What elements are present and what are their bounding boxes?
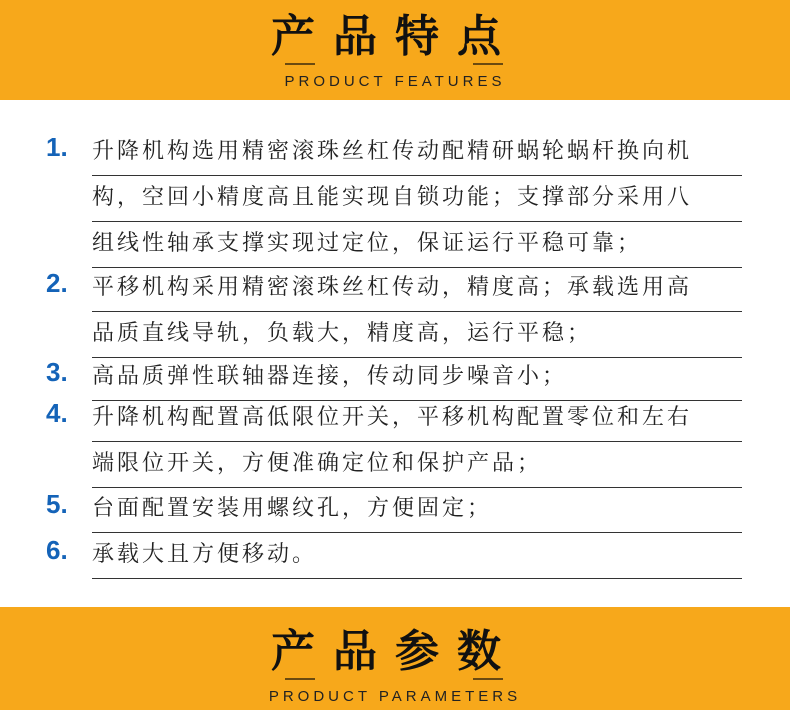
feature-line: 升降机构配置高低限位开关，平移机构配置零位和左右 bbox=[92, 396, 742, 442]
feature-number: 3. bbox=[46, 357, 68, 387]
parameters-title: 产品参数 bbox=[271, 626, 519, 677]
title-underline-right bbox=[473, 63, 503, 65]
feature-line: 平移机构采用精密滚珠丝杠传动，精度高；承载选用高 bbox=[92, 266, 742, 312]
feature-line: 台面配置安装用螺纹孔，方便固定； bbox=[92, 487, 742, 533]
feature-text bbox=[92, 487, 742, 533]
title-underline-left bbox=[285, 678, 315, 680]
feature-number: 6. bbox=[46, 535, 68, 565]
feature-line: 承载大且方便移动。 bbox=[92, 533, 742, 579]
feature-text bbox=[92, 396, 742, 488]
feature-number: 4. bbox=[46, 398, 68, 428]
feature-text bbox=[92, 355, 742, 401]
title-underline-right bbox=[473, 678, 503, 680]
feature-text bbox=[92, 533, 742, 579]
features-banner bbox=[0, 0, 790, 100]
feature-line: 端限位开关，方便准确定位和保护产品； bbox=[92, 442, 742, 488]
feature-text bbox=[92, 266, 742, 358]
feature-number: 5. bbox=[46, 489, 68, 519]
feature-number: 1. bbox=[46, 132, 68, 162]
feature-line: 组线性轴承支撑实现过定位，保证运行平稳可靠； bbox=[92, 222, 742, 268]
features-subtitle: PRODUCT FEATURES bbox=[284, 73, 506, 90]
features-title: 产品特点 bbox=[271, 11, 519, 62]
parameters-banner bbox=[0, 607, 790, 710]
parameters-subtitle: PRODUCT PARAMETERS bbox=[268, 688, 522, 705]
feature-number: 2. bbox=[46, 268, 68, 298]
feature-line: 构，空回小精度高且能实现自锁功能；支撑部分采用八 bbox=[92, 176, 742, 222]
title-underline-left bbox=[285, 63, 315, 65]
feature-line: 高品质弹性联轴器连接，传动同步噪音小； bbox=[92, 355, 742, 401]
features-list bbox=[0, 100, 790, 607]
feature-line: 升降机构选用精密滚珠丝杠传动配精研蜗轮蜗杆换向机 bbox=[92, 130, 742, 176]
feature-line: 品质直线导轨，负载大，精度高，运行平稳； bbox=[92, 312, 742, 358]
feature-text bbox=[92, 130, 742, 268]
